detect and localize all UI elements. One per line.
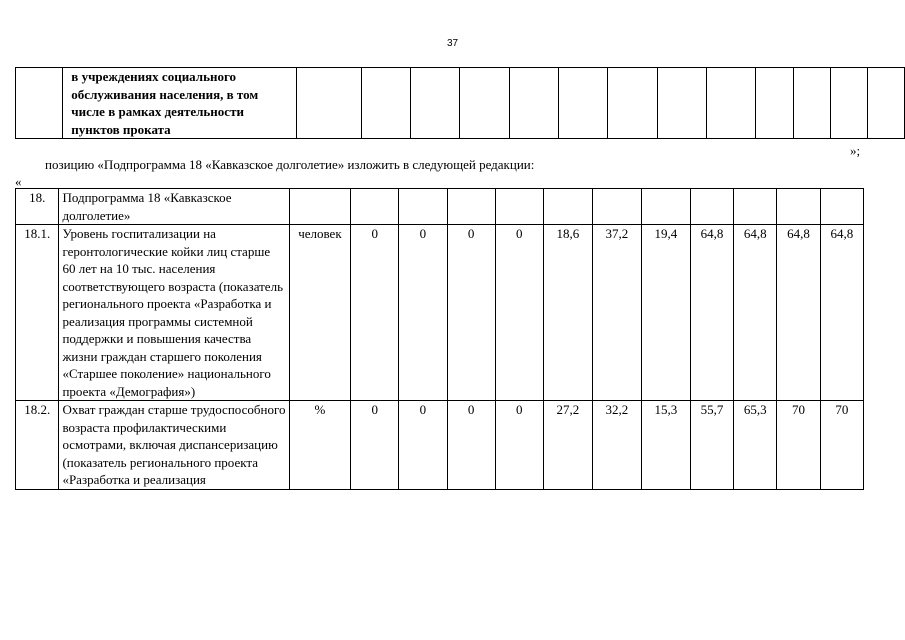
cell-num [16, 68, 63, 139]
row-value: 18,6 [543, 225, 592, 401]
row-value: 55,7 [690, 401, 733, 490]
cell-value [361, 68, 410, 139]
row-name: Уровень госпитализации на геронтологические койки лиц старше 60 лет на 10 тыс. населения соответствующего возраста (показатель регионального проекта «Разработка и реализация программы системной поддержки и повышения качества жизни граждан старшего поколения «Старшее поколение» национального проекта «Демография») [59, 225, 289, 401]
continued-table [15, 67, 905, 139]
row-value: 64,8 [820, 225, 863, 401]
row-value: 0 [351, 401, 399, 490]
cell-value [793, 68, 830, 139]
row-value: 70 [820, 401, 863, 490]
row-value [820, 189, 863, 225]
row-value [543, 189, 592, 225]
row-value: 0 [399, 225, 447, 401]
row-name: Охват граждан старше трудоспособного возраста профилактическими осмотрами, включая диспансеризацию (показатель регионального проекта «Разработка и реализация [59, 401, 289, 490]
cell-value [608, 68, 657, 139]
row-value [777, 189, 820, 225]
row-number: 18.2. [16, 401, 59, 490]
row-value [351, 189, 399, 225]
row-value: 0 [447, 225, 495, 401]
row-value: 0 [399, 401, 447, 490]
row-value: 27,2 [543, 401, 592, 490]
row-value [495, 189, 543, 225]
row-value: 0 [495, 401, 543, 490]
row-value [447, 189, 495, 225]
row-value [592, 189, 641, 225]
cell-value [460, 68, 509, 139]
row-name: Подпрограмма 18 «Кавказское долголетие» [59, 189, 289, 225]
row-value: 0 [447, 401, 495, 490]
row-description: в учреждениях социального обслуживания населения, в том числе в рамках деятельности пунктов проката [63, 68, 297, 139]
row-indicator-18-1 [16, 225, 905, 401]
row-value: 0 [351, 225, 399, 401]
row-value: 32,2 [592, 401, 641, 490]
row-value: 19,4 [641, 225, 690, 401]
cell-value [558, 68, 607, 139]
closing-quote: »; [850, 143, 861, 158]
row-subprogram-18 [16, 189, 905, 225]
cell-value [830, 68, 867, 139]
cell-value [657, 68, 706, 139]
row-value [690, 189, 733, 225]
row-indicator-18-2 [16, 401, 905, 490]
cell-value [868, 68, 905, 139]
cell-unit [296, 68, 361, 139]
opening-quote: « [15, 174, 22, 189]
cell-value [706, 68, 755, 139]
page-number: 37 [446, 38, 459, 49]
row-number: 18.1. [16, 225, 59, 401]
row-value: 37,2 [592, 225, 641, 401]
row-value: 0 [495, 225, 543, 401]
row-unit: человек [289, 225, 350, 401]
row-number: 18. [16, 189, 59, 225]
row-value: 70 [777, 401, 820, 490]
amendment-instruction: позицию «Подпрограмма 18 «Кавказское долголетие» изложить в следующей редакции: [45, 157, 535, 172]
row-value: 15,3 [641, 401, 690, 490]
cell-value [509, 68, 558, 139]
row-value [734, 189, 777, 225]
row-unit: % [289, 401, 350, 490]
cell-value [756, 68, 793, 139]
indicators-table [15, 188, 905, 490]
row-value: 65,3 [734, 401, 777, 490]
row-value [399, 189, 447, 225]
row-value: 64,8 [690, 225, 733, 401]
cell-value [411, 68, 460, 139]
row-value: 64,8 [777, 225, 820, 401]
row-value [641, 189, 690, 225]
row-unit [289, 189, 350, 225]
row-value: 64,8 [734, 225, 777, 401]
